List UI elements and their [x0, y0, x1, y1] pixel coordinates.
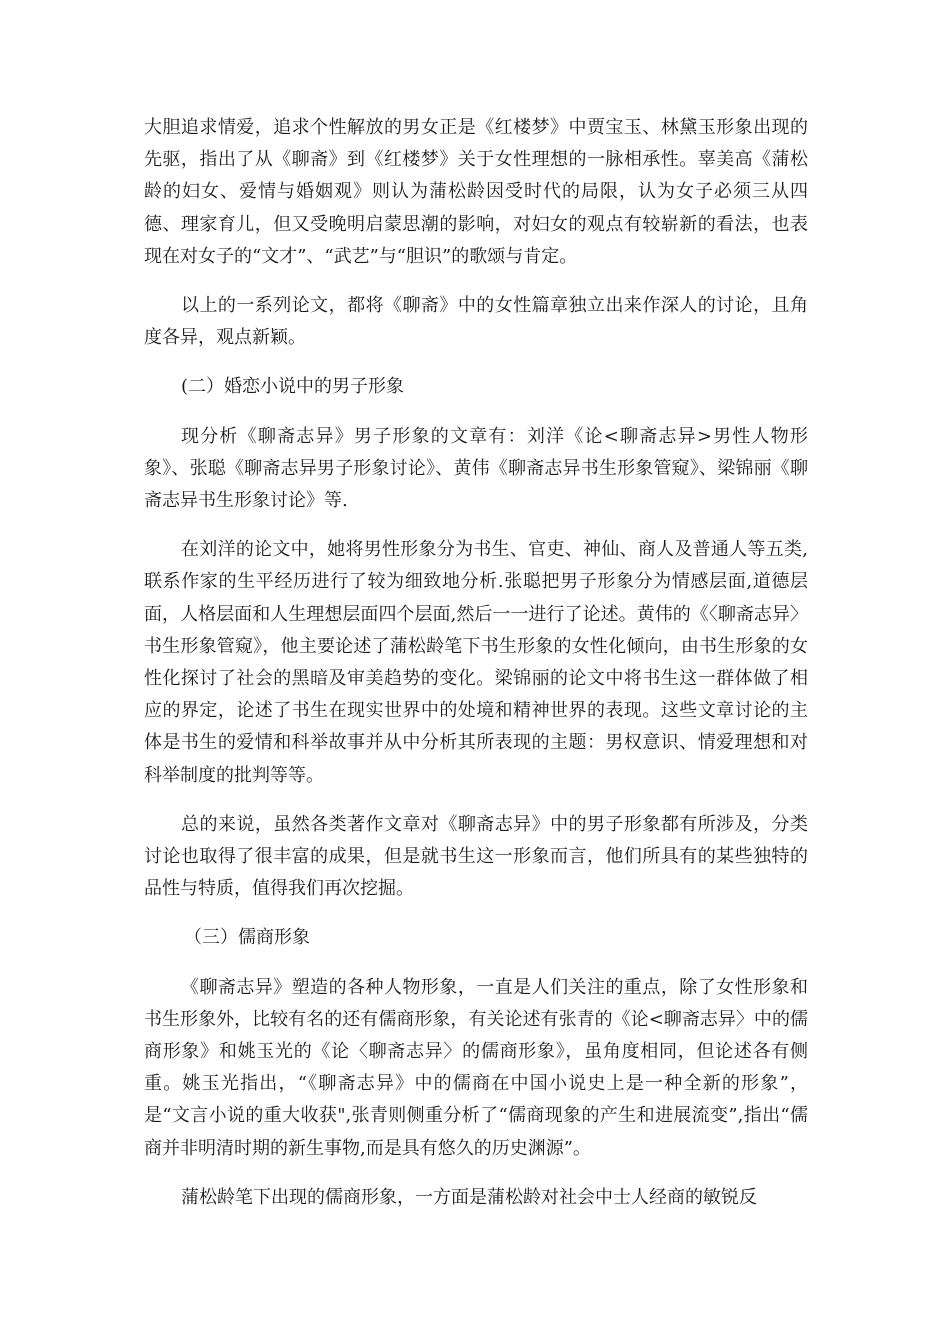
paragraph-merchant-review: 《聊斋志异》塑造的各种人物形象，一直是人们关注的重点，除了女性形象和书生形象外，比较有名的还有儒商形象，有关论述有张青的《论<聊斋志异〉中的儒商形象》和姚玉光的《论〈聊斋志异〉的儒商形象》，虽角度相同，但论述各有侧重。姚玉光指出，“《聊斋志异》中的儒商在中国小说史上是一种全新的形象”，是“文言小说的重大收获",张青则侧重分析了“儒商现象的产生和进展流变”,指出“儒商并非明清时期的新生事物,而是具有悠久的历史渊源”。	[144, 976, 808, 1159]
paragraph-summary: 以上的一系列论文，都将《聊斋》中的女性篇章独立出来作深人的讨论，且角度各异，观点新颖。	[144, 295, 808, 349]
paragraph-merchant-intro: 蒲松龄笔下出现的儒商形象，一方面是蒲松龄对社会中士人经商的敏锐反	[181, 1186, 757, 1208]
paragraph-male-articles: 现分析《聊斋志异》男子形象的文章有：刘洋《论<聊斋志异>男性人物形象》、张聪《聊斋志异男子形象讨论》、黄伟《聊斋志异书生形象管窥》、梁锦丽《聊斋志异书生形象讨论》等.	[144, 425, 808, 512]
paragraph-continuation: 大胆追求情爱，追求个性解放的男女正是《红楼梦》中贾宝玉、林黛玉形象出现的先驱，指出了从《聊斋》到《红楼梦》关于女性理想的一脉相承性。辜美高《蒲松龄的妇女、爱情与婚姻观》则认为蒲松龄因受时代的局限，认为女子必须三从四德、理家育儿，但又受晚明启蒙思潮的影响，对妇女的观点有较崭新的看法，也表现在对女子的“文才”、“武艺”与“胆识”的歌颂与肯定。	[144, 117, 808, 267]
section-heading-male-images: (二）婚恋小说中的男子形象	[181, 376, 405, 398]
document-body	[144, 112, 808, 1231]
section-heading-confucian-merchant: （三）儒商形象	[184, 927, 310, 949]
paragraph-male-conclusion: 总的来说，虽然各类著作文章对《聊斋志异》中的男子形象都有所涉及，分类讨论也取得了很丰富的成果，但是就书生这一形象而言，他们所具有的某些独特的品性与特质，值得我们再次挖掘。	[144, 813, 808, 900]
paragraph-male-analysis: 在刘洋的论文中，她将男性形象分为书生、官吏、神仙、商人及普通人等五类,联系作家的生平经历进行了较为细致地分析.张聪把男子形象分为情感层面,道德层面，人格层面和人生理想层面四个层面,然后一一进行了论述。黄伟的《〈聊斋志异〉书生形象管窥》，他主要论述了蒲松龄笔下书生形象的女性化倾向，由书生形象的女性化探讨了社会的黑暗及审美趋势的变化。梁锦丽的论文中将书生这一群体做了相应的界定，论述了书生在现实世界中的处境和精神世界的表现。这些文章讨论的主体是书生的爱情和科举故事并从中分析其所表现的主题：男权意识、情爱理想和对科举制度的批判等等。	[144, 539, 808, 786]
